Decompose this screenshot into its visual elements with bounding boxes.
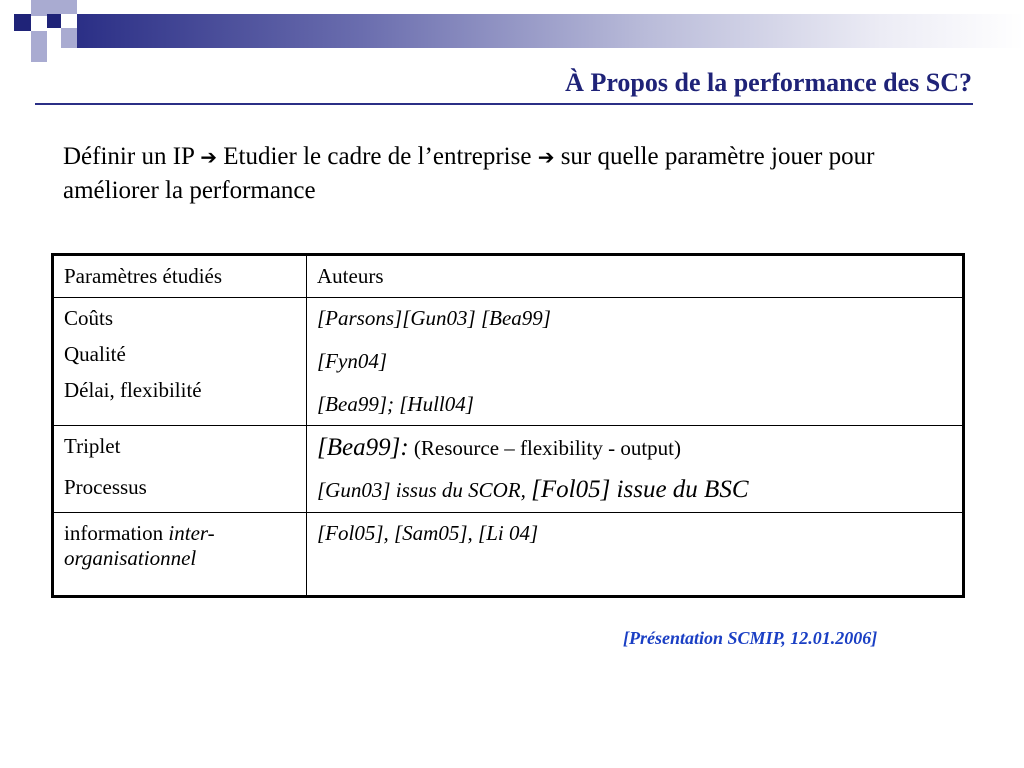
author-ref: [Bea99]; [Hull04] [317, 392, 474, 416]
intro-text [63, 140, 963, 207]
params-cell [53, 513, 307, 597]
params-cell [53, 298, 307, 426]
table-row [53, 426, 964, 513]
author-ref: [Fol05] issue du BSC [531, 476, 749, 503]
author-line [317, 476, 952, 504]
header-gradient-bar [77, 14, 1024, 48]
author-line [317, 434, 952, 462]
param-item: information [64, 521, 164, 545]
intro-part3: sur quelle paramètre jouer pour améliorer la performance [63, 143, 875, 204]
author-ref: [Fyn04] [317, 349, 387, 373]
authors-cell [307, 426, 964, 513]
decor-square [31, 0, 47, 16]
params-cell [53, 426, 307, 513]
decor-square [47, 14, 61, 28]
decor-square [31, 31, 47, 48]
header-params: Paramètres étudiés [53, 255, 307, 298]
table-header-row [53, 255, 964, 298]
author-ref: [Bea99]: [317, 434, 409, 461]
author-note: (Resource – flexibility - output) [413, 436, 682, 460]
decor-square [47, 0, 77, 14]
param-item: Processus [64, 475, 147, 499]
source-citation: [Présentation SCMIP, 12.01.2006] [623, 628, 878, 648]
param-item-italic: inter-organisationnel [64, 521, 215, 570]
param-item: Délai, flexibilité [64, 378, 202, 402]
header-authors: Auteurs [307, 255, 964, 298]
param-item: Coûts [64, 306, 114, 330]
decor-square [14, 14, 31, 31]
param-item: Triplet [64, 434, 121, 458]
author-ref: [Parsons][Gun03] [Bea99] [317, 306, 551, 330]
decor-square [61, 28, 77, 48]
author-ref: [Gun03] issus du SCOR, [317, 478, 526, 502]
right-arrow-icon: ➔ [200, 145, 218, 169]
intro-part2: Etudier le cadre de l’entreprise [223, 143, 532, 170]
author-ref: [Fol05], [Sam05], [Li 04] [317, 521, 539, 545]
parameters-table [51, 253, 965, 598]
authors-cell [307, 513, 964, 597]
authors-cell [307, 298, 964, 426]
table-row [53, 513, 964, 597]
title-divider [35, 103, 973, 105]
right-arrow-icon: ➔ [537, 145, 555, 169]
decor-square [31, 48, 47, 62]
table-row [53, 298, 964, 426]
param-item: Qualité [64, 342, 126, 366]
slide-title: À Propos de la performance des SC? [565, 68, 972, 97]
intro-part1: Définir un IP [63, 143, 194, 170]
